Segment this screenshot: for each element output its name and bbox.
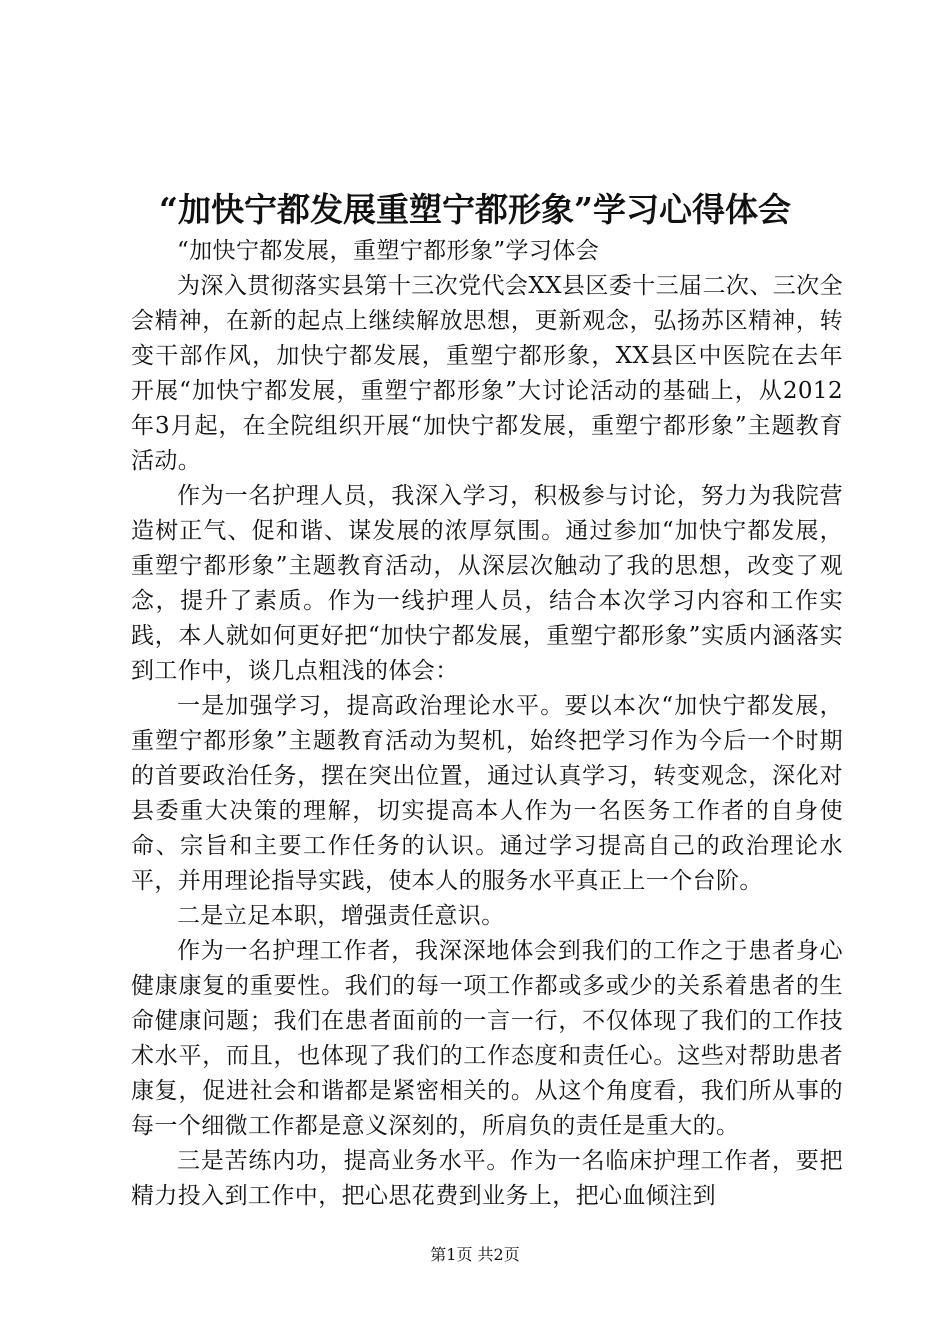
paragraph-subtitle: “加快宁都发展，重塑宁都形象”学习体会 [177, 238, 600, 264]
document-title: “加快宁都发展重塑宁都形象”学习心得体会 [159, 190, 791, 229]
paragraph-point-two: 作为一名护理工作者，我深深地体会到我们的工作之于患者身心健康康复的重要性。我们的每一项工作都或多或少的关系着患者的生命健康问题；我们在患者面前的一言一行，不仅体现了我们的工作技术水平，而且，也体现了我们的工作态度和责任心。这些对帮助患者康复，促进社会和谐都是紧密相关的。从这个角度看，我们所从事的每一个细微工作都是意义深刻的，所肩负的责任是重大的。 [131, 938, 843, 1139]
paragraph-point-one: 一是加强学习，提高政治理论水平。要以本次“加快宁都发展，重塑宁都形象”主题教育活动为契机，始终把学习作为今后一个时期的首要政治任务，摆在突出位置，通过认真学习，转变观念，深化对县委重大决策的理解，切实提高本人作为一名医务工作者的自身使命、宗旨和主要工作任务的认识。通过学习提高自己的政治理论水平，并用理论指导实践，使本人的服务水平真正上一个台阶。 [131, 693, 843, 894]
paragraph-intro: 为深入贯彻落实县第十三次党代会XX县区委十三届二次、三次全会精神，在新的起点上继续解放思想，更新观念，弘扬苏区精神，转变干部作风，加快宁都发展，重塑宁都形象，XX县区中医院在去年开展“加快宁都发展，重塑宁都形象”大讨论活动的基础上，从2012年3月起，在全院组织开展“加快宁都发展，重塑宁都形象”主题教育活动。 [131, 273, 843, 474]
paragraph-point-two-heading: 二是立足本职，增强责任意识。 [177, 903, 505, 929]
paragraph-role: 作为一名护理人员，我深入学习，积极参与讨论，努力为我院营造树正气、促和谐、谋发展的浓厚氛围。通过参加“加快宁都发展，重塑宁都形象”主题教育活动，从深层次触动了我的思想，改变了观念，提升了素质。作为一线护理人员，结合本次学习内容和工作实践，本人就如何更好把“加快宁都发展，重塑宁都形象”实质内涵落实到工作中，谈几点粗浅的体会： [131, 483, 843, 684]
paragraph-point-three: 三是苦练内功，提高业务水平。作为一名临床护理工作者，要把精力投入到工作中，把心思花费到业务上，把心血倾注到 [131, 1148, 843, 1209]
document-body [131, 234, 843, 1214]
page-number-footer: 第1页 共2页 [430, 1245, 520, 1264]
